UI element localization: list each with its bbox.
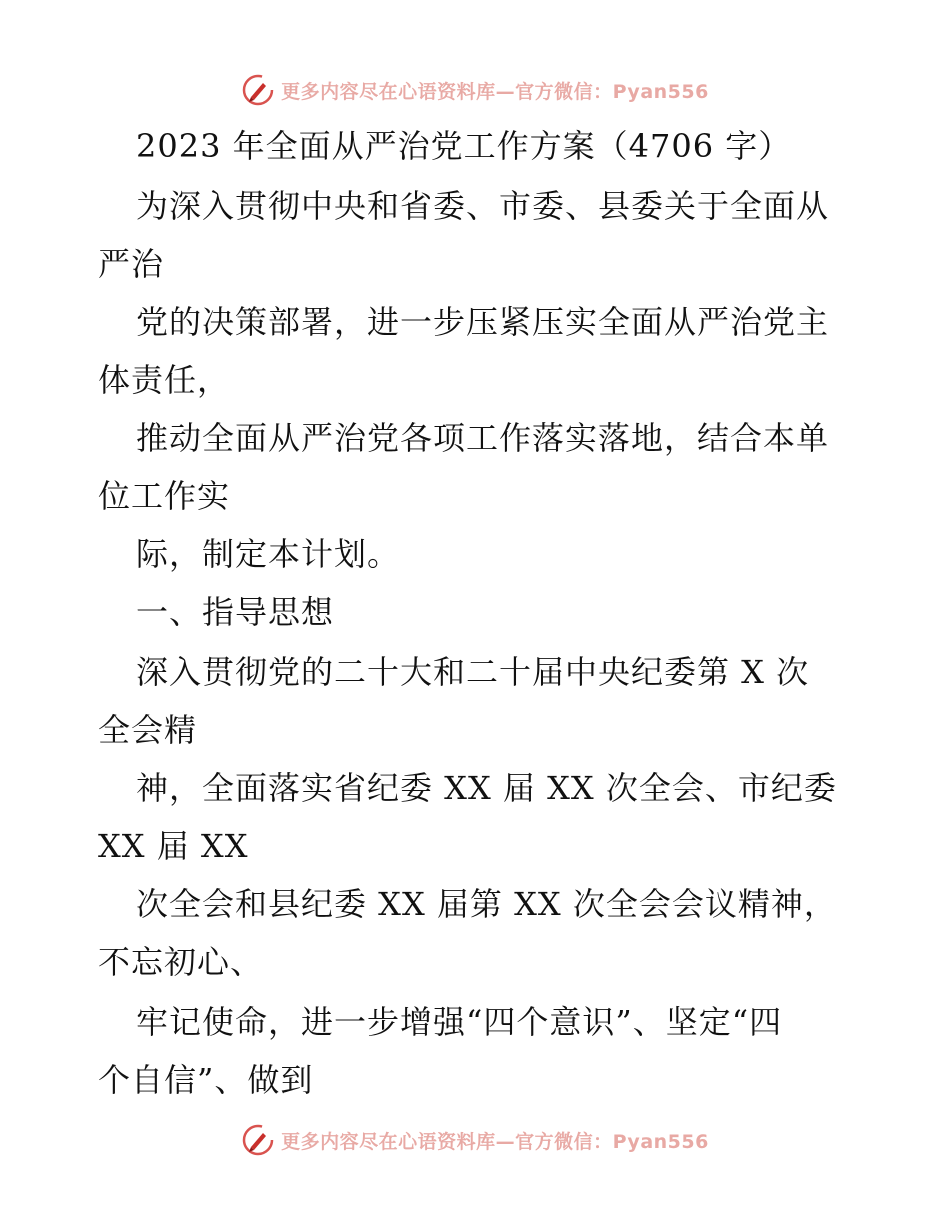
paragraph-line: 神，全面落实省纪委 XX 届 XX 次全会、市纪委 bbox=[136, 769, 837, 807]
footer-watermark bbox=[0, 1120, 950, 1160]
paragraph-line: 际，制定本计划。 bbox=[136, 535, 401, 573]
paragraph-line: 为深入贯彻中央和省委、市委、县委关于全面从 bbox=[136, 187, 830, 225]
paragraph-line: 体责任， bbox=[98, 361, 231, 399]
paragraph-line: 党的决策部署，进一步压紧压实全面从严治党主 bbox=[136, 303, 830, 341]
watermark-text: 更多内容尽在心语资料库—官方微信：Pyan556 bbox=[281, 1130, 709, 1153]
paragraph-line: 个自信”、做到 bbox=[98, 1061, 314, 1099]
pen-seal-logo-icon bbox=[241, 73, 275, 107]
paragraph-line: 严治 bbox=[98, 245, 165, 283]
header-watermark bbox=[0, 70, 950, 110]
watermark-text: 更多内容尽在心语资料库—官方微信：Pyan556 bbox=[281, 80, 709, 103]
section-heading: 一、指导思想 bbox=[136, 593, 335, 631]
paragraph-line: 次全会和县纪委 XX 届第 XX 次全会会议精神， bbox=[136, 885, 837, 923]
paragraph-line: 推动全面从严治党各项工作落实落地，结合本单 bbox=[136, 419, 830, 457]
paragraph-line: 不忘初心、 bbox=[98, 943, 264, 981]
document-title: 2023 年全面从严治党工作方案（4706 字） bbox=[136, 127, 792, 165]
paragraph-line: 位工作实 bbox=[98, 477, 231, 515]
paragraph-line: XX 届 XX bbox=[98, 827, 249, 865]
pen-seal-logo-icon bbox=[241, 1123, 275, 1157]
paragraph-line: 深入贯彻党的二十大和二十届中央纪委第 X 次 bbox=[136, 653, 810, 691]
paragraph-line: 牢记使命，进一步增强“四个意识”、坚定“四 bbox=[136, 1003, 783, 1041]
paragraph-line: 全会精 bbox=[98, 711, 198, 749]
